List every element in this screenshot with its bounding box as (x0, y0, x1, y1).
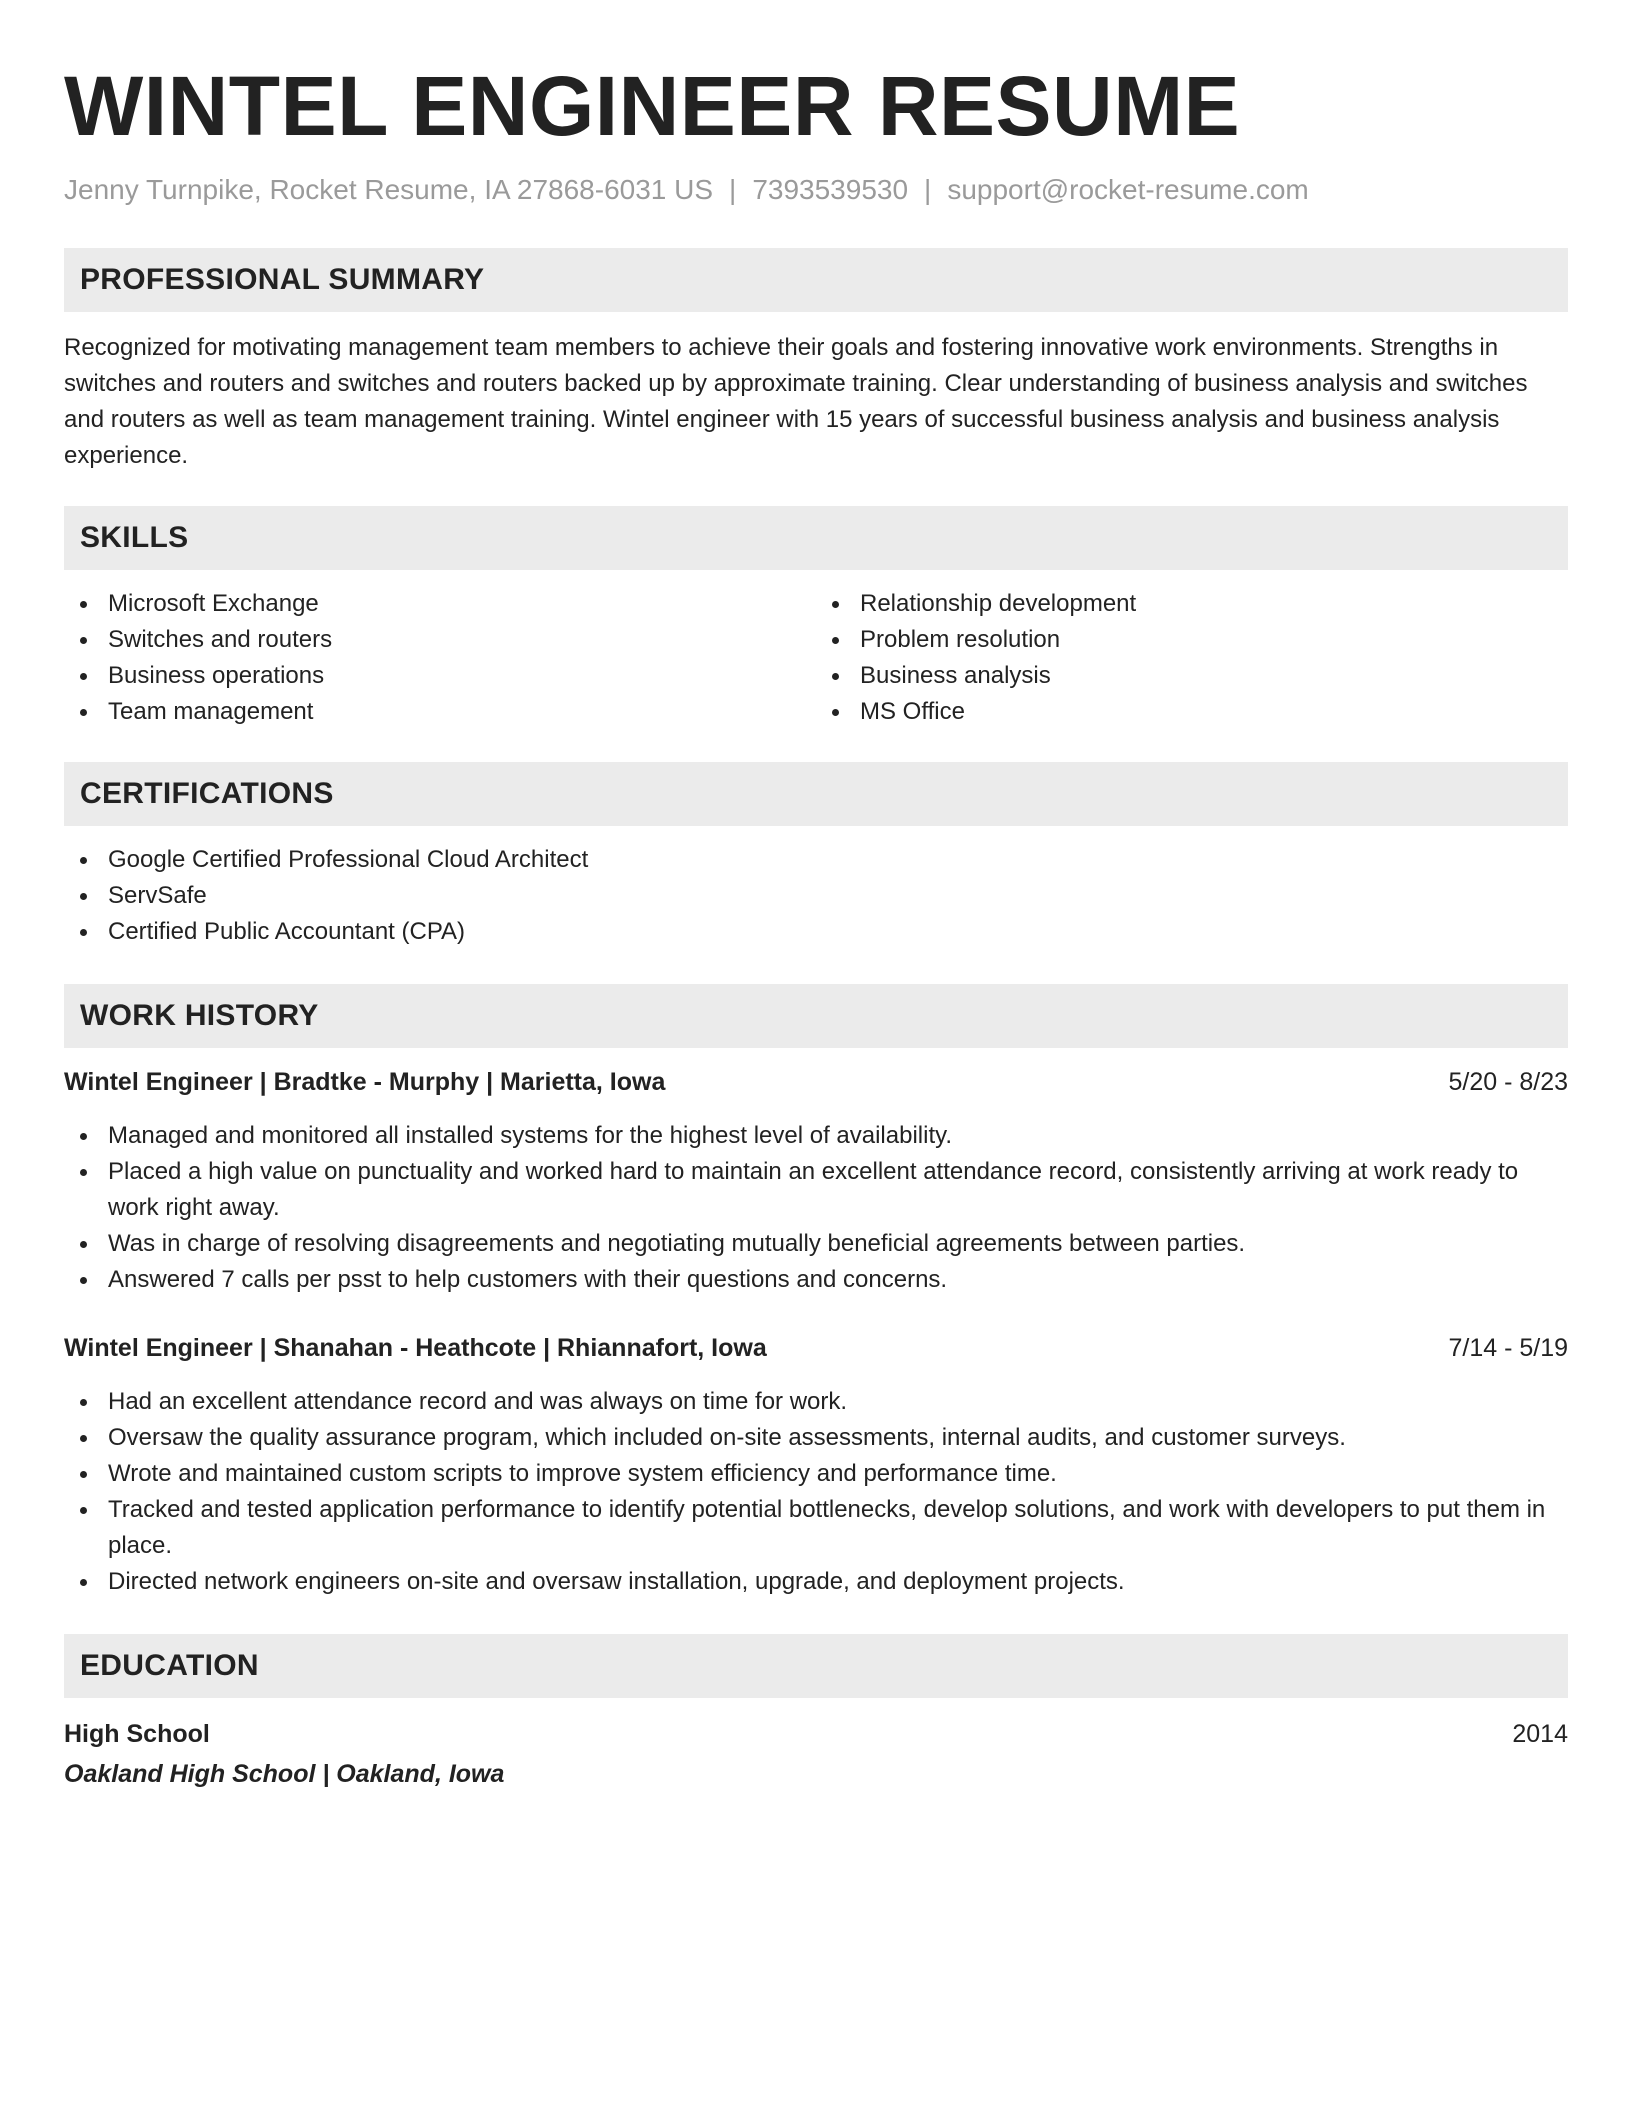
list-item: Managed and monitored all installed systems for the highest level of availability. (64, 1118, 1568, 1154)
job-dates: 7/14 - 5/19 (1448, 1334, 1568, 1362)
contact-phone: 7393539530 (752, 174, 909, 205)
job-title: Wintel Engineer | Bradtke - Murphy | Marietta, Iowa (64, 1068, 666, 1096)
section-header-skills: SKILLS (64, 506, 1568, 570)
section-header-summary: PROFESSIONAL SUMMARY (64, 248, 1568, 312)
job-duties-list (64, 1118, 1568, 1298)
contact-email: support@rocket-resume.com (947, 174, 1309, 205)
list-item: ServSafe (64, 878, 1568, 914)
list-item: Directed network engineers on-site and oversaw installation, upgrade, and deployment projects. (64, 1564, 1568, 1600)
skills-list-left (64, 586, 816, 730)
list-item: Google Certified Professional Cloud Architect (64, 842, 1568, 878)
education-school: Oakland High School | Oakland, Iowa (64, 1760, 505, 1788)
section-header-education: EDUCATION (64, 1634, 1568, 1698)
education-degree: High School (64, 1720, 210, 1748)
list-item: Microsoft Exchange (64, 586, 816, 622)
contact-separator: | (924, 174, 932, 205)
education-year: 2014 (1512, 1720, 1568, 1748)
list-item: Business analysis (816, 658, 1568, 694)
list-item: Business operations (64, 658, 816, 694)
education-row (64, 1716, 1568, 1752)
list-item: Wrote and maintained custom scripts to improve system efficiency and performance time. (64, 1456, 1568, 1492)
list-item: Oversaw the quality assurance program, which included on-site assessments, internal audits, and customer surveys. (64, 1420, 1568, 1456)
job-header (64, 1064, 1568, 1100)
certifications-list (64, 842, 1568, 950)
job-entry (64, 1330, 1568, 1600)
skills-column-right (816, 586, 1568, 730)
job-duties-list (64, 1384, 1568, 1600)
section-header-certifications: CERTIFICATIONS (64, 762, 1568, 826)
job-dates: 5/20 - 8/23 (1448, 1068, 1568, 1096)
summary-text: Recognized for motivating management team members to achieve their goals and fostering innovative work environments. Strengths in switches and routers and switches and routers backed up by approximate training. Clear understanding of business analysis and switches and routers as well as team management training. Wintel engineer with 15 years of successful business analysis and business analysis experience. (64, 334, 1528, 469)
contact-line (64, 172, 1568, 208)
list-item: Had an excellent attendance record and was always on time for work. (64, 1384, 1568, 1420)
resume-title: WINTEL ENGINEER RESUME (64, 59, 1241, 153)
list-item: Relationship development (816, 586, 1568, 622)
list-item: Tracked and tested application performance to identify potential bottlenecks, develop solutions, and work with developers to put them in place. (64, 1492, 1568, 1564)
job-title: Wintel Engineer | Shanahan - Heathcote | Rhiannafort, Iowa (64, 1334, 767, 1362)
contact-address: Jenny Turnpike, Rocket Resume, IA 27868-6031 US (64, 174, 714, 205)
job-entry (64, 1064, 1568, 1298)
list-item: Team management (64, 694, 816, 730)
section-header-work-history: WORK HISTORY (64, 984, 1568, 1048)
list-item: Answered 7 calls per psst to help customers with their questions and concerns. (64, 1262, 1568, 1298)
contact-separator: | (729, 174, 737, 205)
list-item: Switches and routers (64, 622, 816, 658)
list-item: Problem resolution (816, 622, 1568, 658)
list-item: MS Office (816, 694, 1568, 730)
job-header (64, 1330, 1568, 1366)
skills-grid (64, 586, 1568, 730)
skills-column-left (64, 586, 816, 730)
list-item: Was in charge of resolving disagreements and negotiating mutually beneficial agreements between parties. (64, 1226, 1568, 1262)
list-item: Certified Public Accountant (CPA) (64, 914, 1568, 950)
list-item: Placed a high value on punctuality and worked hard to maintain an excellent attendance record, consistently arriving at work ready to work right away. (64, 1154, 1568, 1226)
skills-list-right (816, 586, 1568, 730)
